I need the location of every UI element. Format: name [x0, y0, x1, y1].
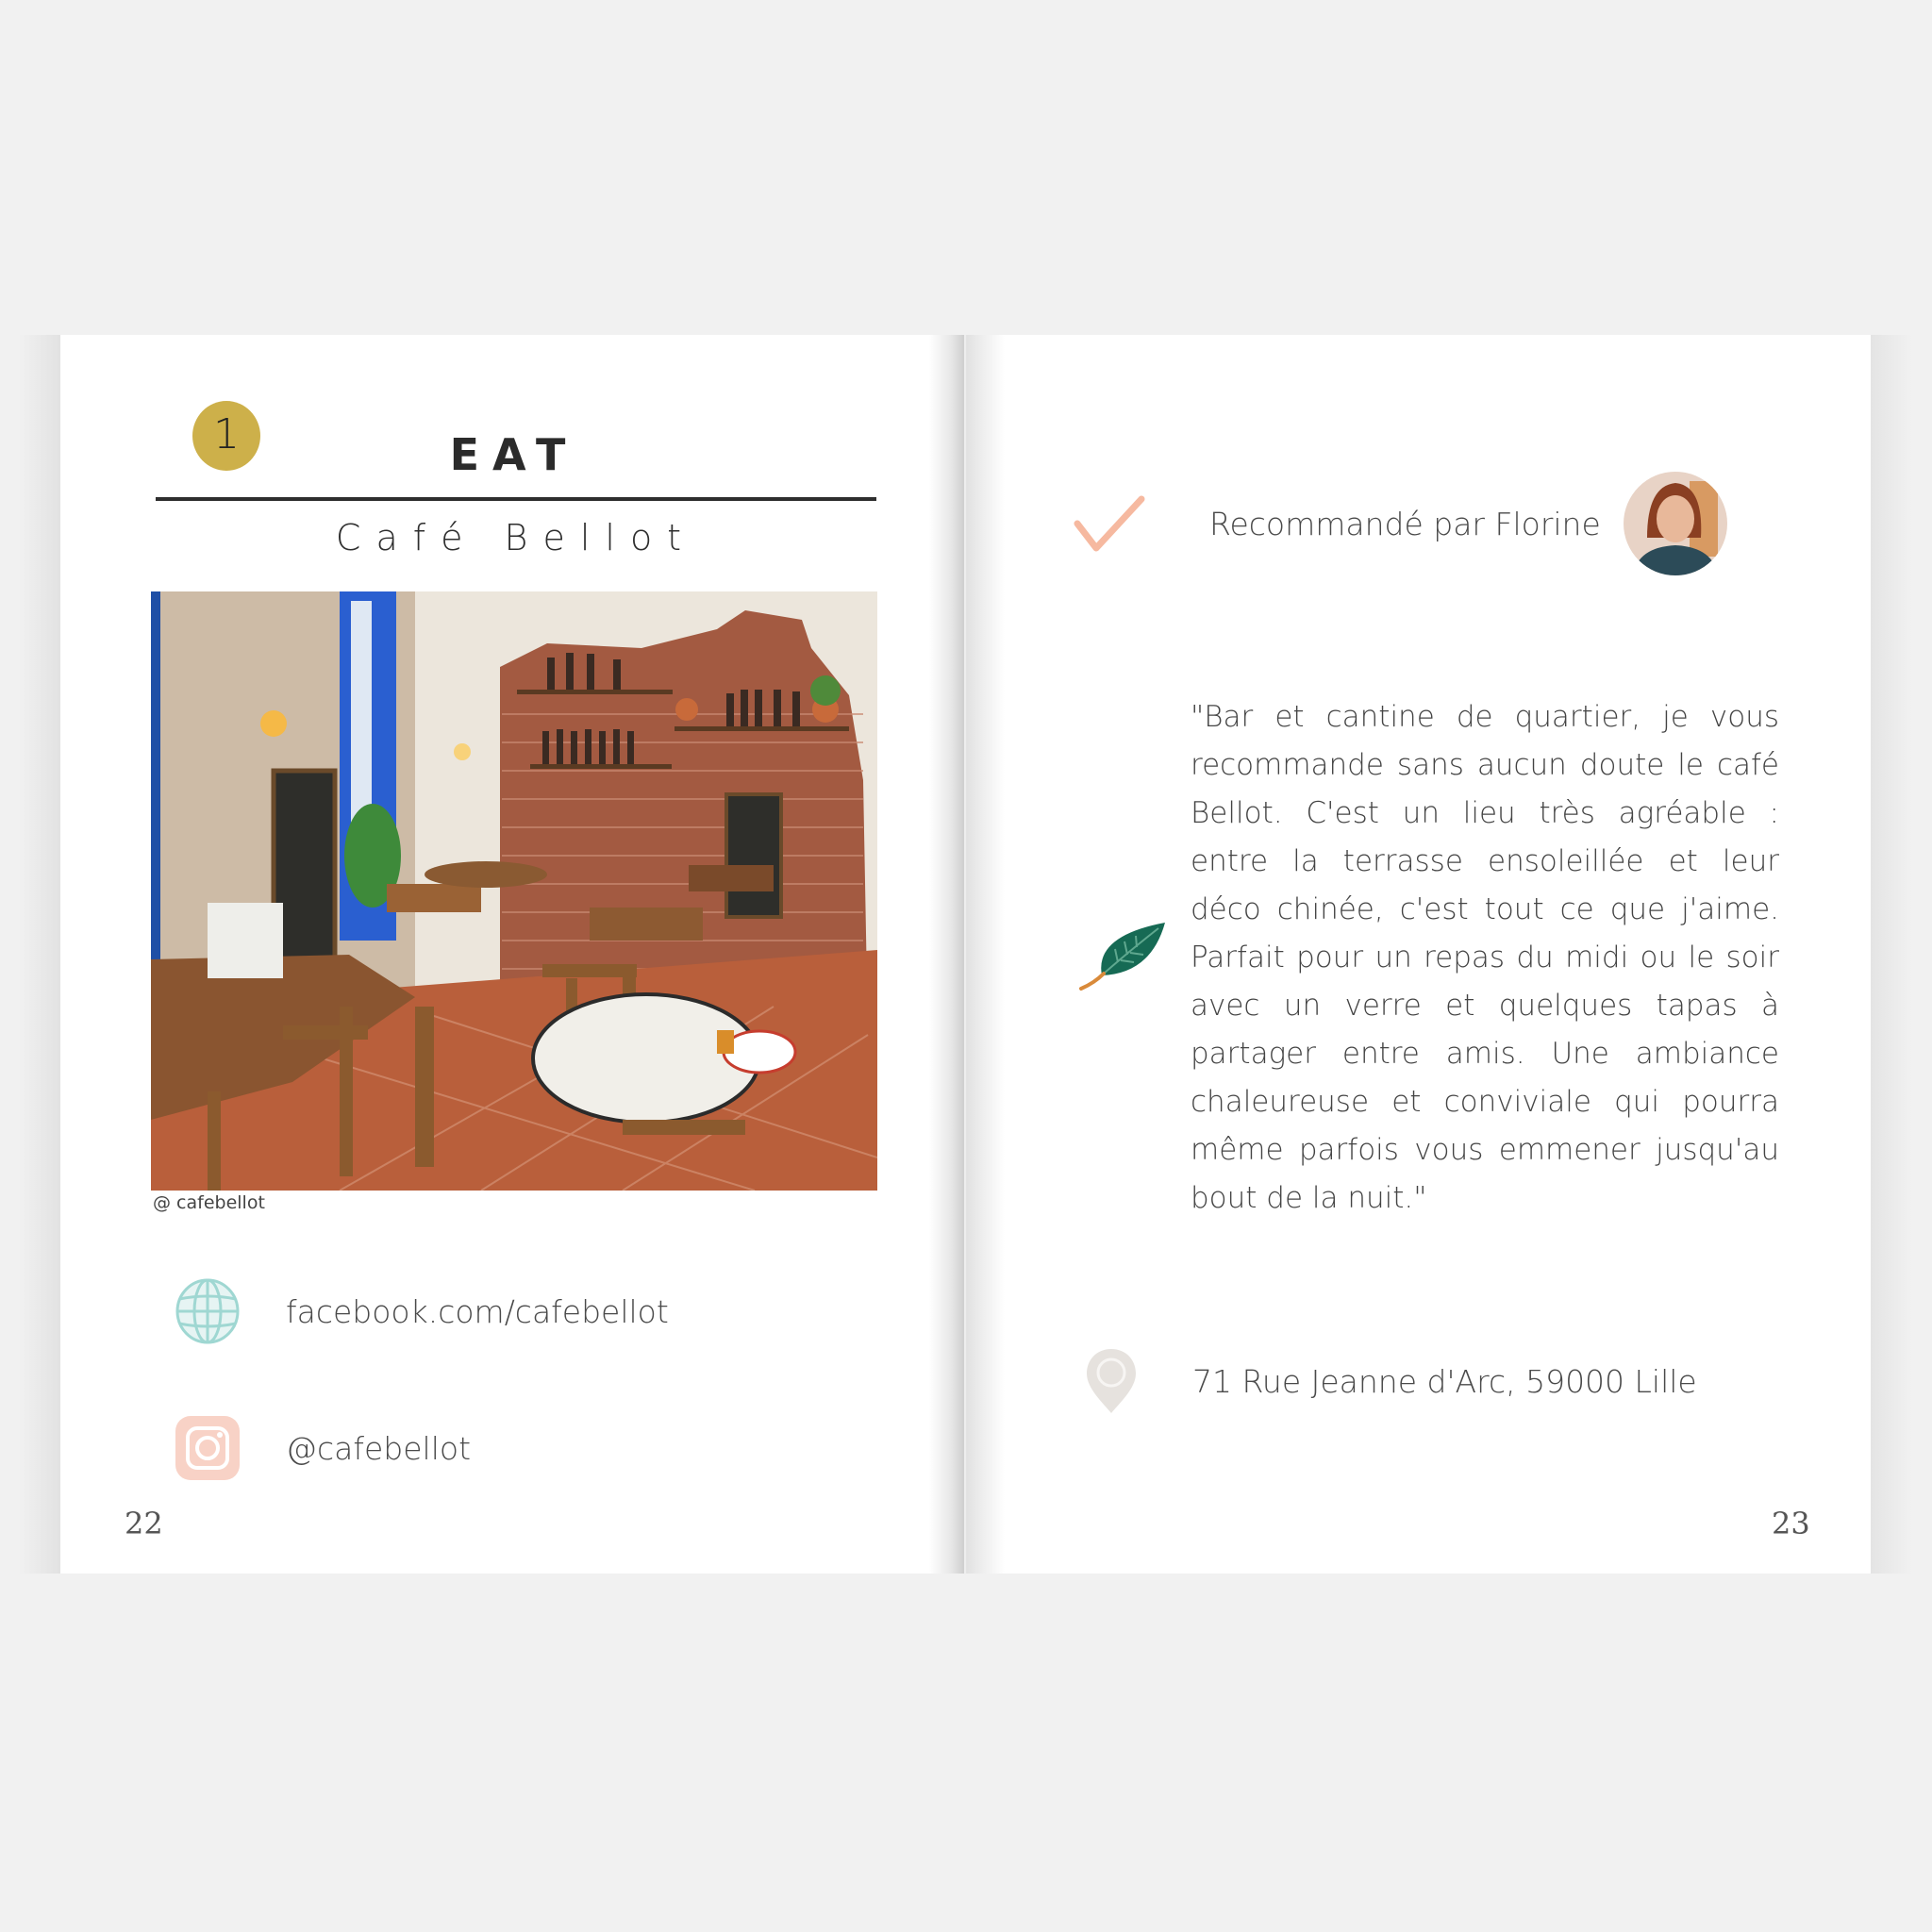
- page-number-right: 23: [1772, 1506, 1810, 1541]
- address-row[interactable]: [1085, 1347, 1697, 1415]
- place-name: Café Bellot: [335, 517, 697, 558]
- leaf-icon: [1075, 917, 1170, 994]
- page-edge-shadow-left: [19, 335, 60, 1574]
- recommendation-quote: "Bar et cantine de quartier, je vous recommande sans aucun doute le café Bellot. C'est un lieu très agréable : entre la terrasse ensoleillée et leur déco chinée, c'est tout ce que j'aime. Parfait pour un repas du midi ou le soir avec un verre et quelques tapas à partager entre amis. Une ambiance chaleureuse et conviviale qui pourra même parfois vous emmener jusqu'au bout de la nuit.": [1191, 700, 1779, 1215]
- page-edge-shadow-right: [1871, 335, 1912, 1574]
- avatar-portrait: [1624, 472, 1727, 575]
- section-title: EAT: [449, 429, 579, 480]
- checkmark-icon: [1074, 493, 1145, 554]
- gutter-shadow-right: [967, 335, 1005, 1574]
- instagram-row[interactable]: [175, 1415, 471, 1481]
- book-gutter: [929, 335, 967, 1574]
- instagram-handle[interactable]: @cafebellot: [286, 1429, 472, 1467]
- page-number-left: 22: [125, 1506, 163, 1541]
- website-link[interactable]: facebook.com/cafebellot: [286, 1292, 669, 1330]
- location-pin-icon: [1085, 1347, 1138, 1415]
- recommendation-row: [1074, 472, 1727, 575]
- photo-credit: @ cafebellot: [153, 1192, 265, 1213]
- address-text[interactable]: 71 Rue Jeanne d'Arc, 59000 Lille: [1192, 1362, 1697, 1400]
- number-badge: [192, 401, 260, 471]
- avatar: [1624, 472, 1727, 575]
- website-row[interactable]: [175, 1278, 669, 1344]
- cafe-interior-illustration: [151, 591, 877, 1191]
- title-divider: [156, 497, 876, 501]
- globe-icon: [175, 1278, 241, 1344]
- badge-number: 1: [213, 410, 240, 458]
- instagram-icon: [175, 1415, 241, 1481]
- cafe-photo: [151, 591, 877, 1191]
- recommended-by: Recommandé par Florine: [1209, 505, 1601, 542]
